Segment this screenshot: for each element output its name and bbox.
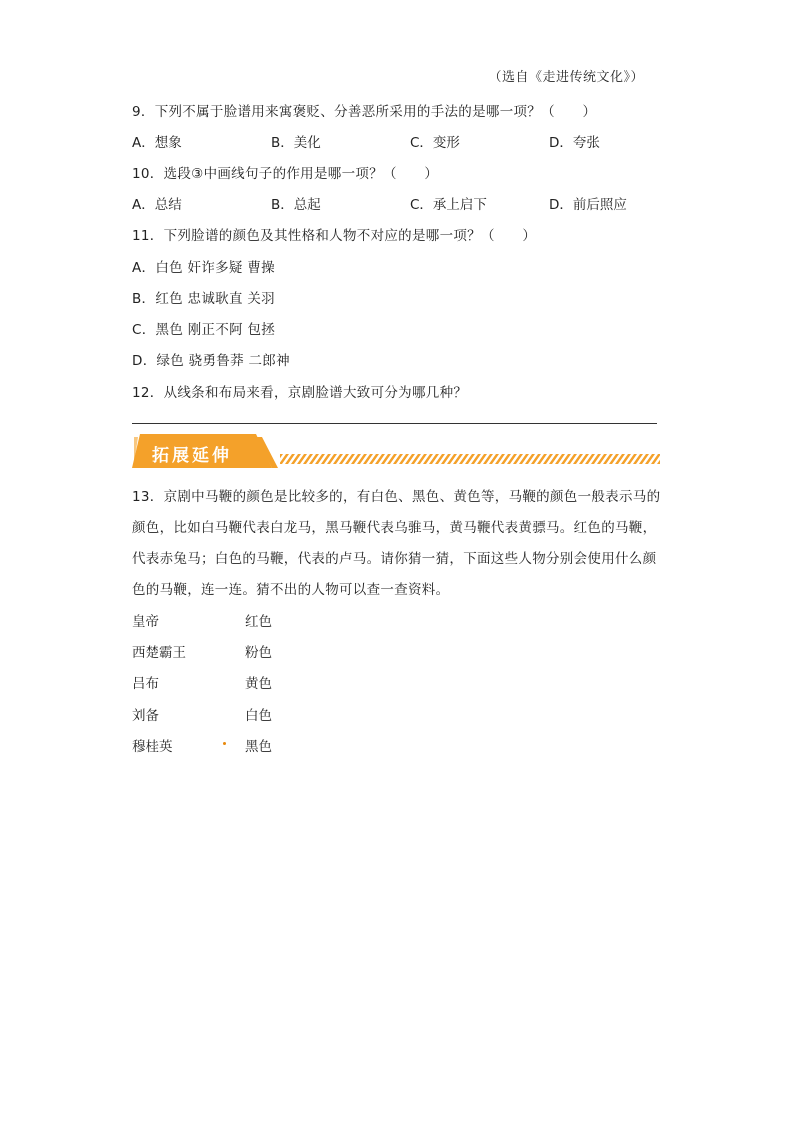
person-item[interactable]: 刘备 bbox=[132, 708, 159, 724]
q11-option-a: A．白色 奸诈多疑 曹操 bbox=[132, 260, 275, 276]
q9-option-d: D．夸张 bbox=[549, 135, 600, 151]
person-item[interactable]: 皇帝 bbox=[132, 614, 159, 630]
q9-option-a: A．想象 bbox=[132, 135, 182, 151]
question-11: 11．下列脸谱的颜色及其性格和人物不对应的是哪一项？（ ） bbox=[132, 228, 537, 244]
q11-option-b: B．红色 忠诚耿直 关羽 bbox=[132, 291, 275, 307]
q10-option-b: B．总起 bbox=[271, 197, 321, 213]
color-item[interactable]: 黄色 bbox=[245, 676, 272, 692]
q9-option-c: C．变形 bbox=[410, 135, 460, 151]
question-9: 9．下列不属于脸谱用来寓褒贬、分善恶所采用的手法的是哪一项？（ ） bbox=[132, 104, 597, 120]
source-citation: （选自《走进传统文化》） bbox=[488, 70, 644, 85]
q13-line-2: 颜色，比如白马鞭代表白龙马，黑马鞭代表乌骓马，黄马鞭代表黄骠马。红色的马鞭， bbox=[132, 520, 657, 536]
color-item[interactable]: 白色 bbox=[245, 708, 272, 724]
person-item[interactable]: 吕布 bbox=[132, 676, 159, 692]
q11-option-c: C．黑色 刚正不阿 包拯 bbox=[132, 322, 276, 338]
decorative-dot bbox=[223, 742, 226, 745]
q10-option-d: D．前后照应 bbox=[549, 197, 627, 213]
answer-line[interactable] bbox=[132, 423, 657, 424]
q13-line-1: 13．京剧中马鞭的颜色是比较多的，有白色、黑色、黄色等，马鞭的颜色一般表示马的 bbox=[132, 489, 661, 505]
section-title: 拓展延伸 bbox=[152, 446, 232, 466]
question-12: 12．从线条和布局来看，京剧脸谱大致可分为哪几种？ bbox=[132, 385, 468, 401]
q11-option-d: D．绿色 骁勇鲁莽 二郎神 bbox=[132, 353, 290, 369]
q13-line-3: 代表赤兔马；白色的马鞭，代表的卢马。请你猜一猜，下面这些人物分别会使用什么颜 bbox=[132, 551, 657, 567]
banner-stripes bbox=[280, 454, 660, 464]
person-item[interactable]: 西楚霸王 bbox=[132, 645, 186, 661]
q10-option-c: C．承上启下 bbox=[410, 197, 487, 213]
color-item[interactable]: 黑色 bbox=[245, 739, 272, 755]
color-item[interactable]: 粉色 bbox=[245, 645, 272, 661]
person-item[interactable]: 穆桂英 bbox=[132, 739, 173, 755]
q13-line-4: 色的马鞭，连一连。猜不出的人物可以查一查资料。 bbox=[132, 582, 450, 598]
color-item[interactable]: 红色 bbox=[245, 614, 272, 630]
q9-option-b: B．美化 bbox=[271, 135, 321, 151]
q10-option-a: A．总结 bbox=[132, 197, 182, 213]
question-10: 10．选段③中画线句子的作用是哪一项？（ ） bbox=[132, 166, 439, 182]
